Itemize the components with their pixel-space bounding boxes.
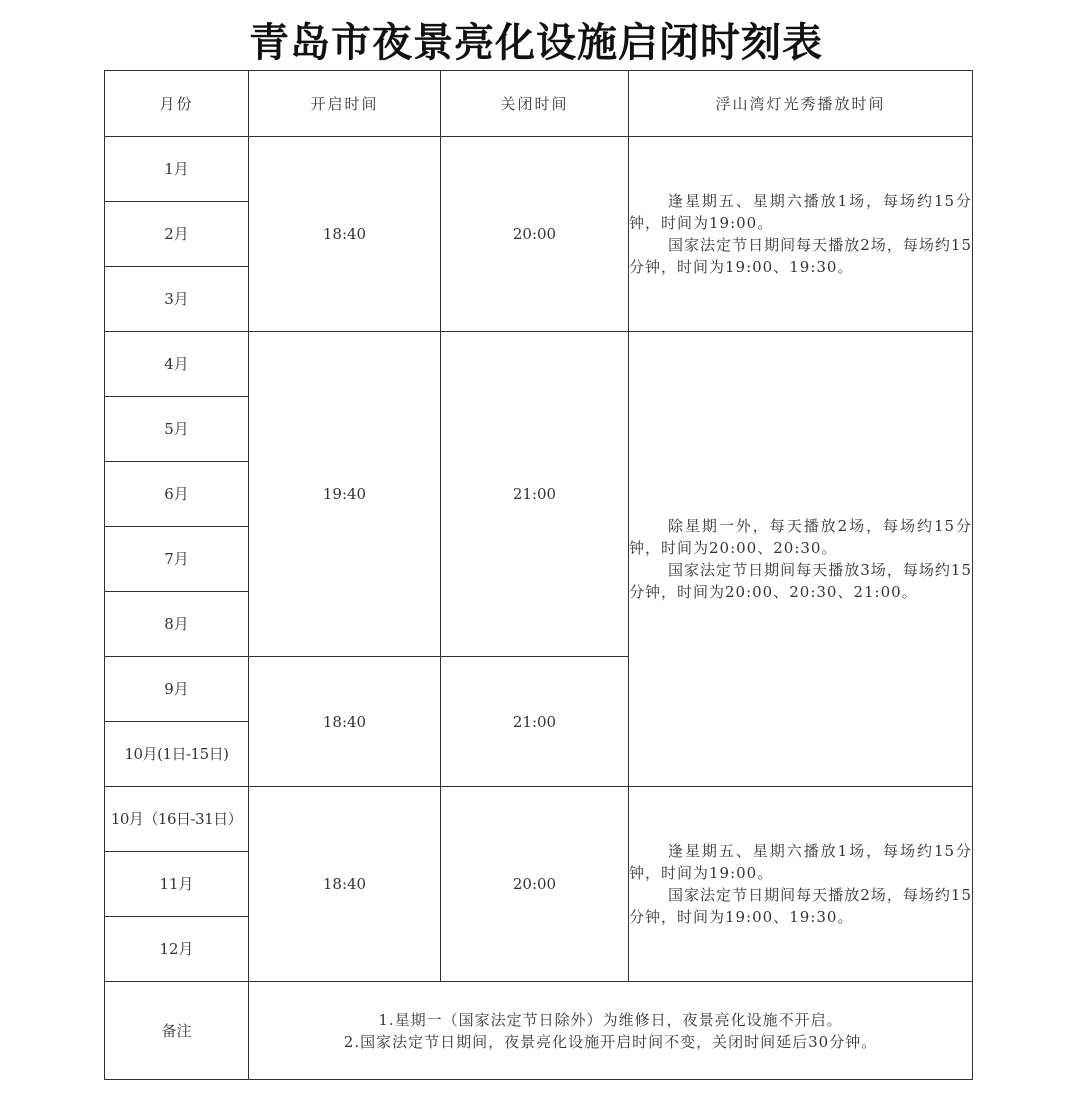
- light-show-cell: [629, 332, 973, 787]
- note-item: 2.国家法定节日期间，夜景亮化设施开启时间不变，关闭时间延后30分钟。: [343, 1032, 878, 1051]
- close-time-cell: 21:00: [441, 657, 629, 787]
- month-cell: 9月: [105, 657, 249, 722]
- open-time-cell: 18:40: [249, 657, 441, 787]
- month-cell: 12月: [105, 917, 249, 982]
- notes-label: 备注: [105, 982, 249, 1080]
- open-time-cell: 19:40: [249, 332, 441, 657]
- month-cell: 1月: [105, 137, 249, 202]
- month-cell: 4月: [105, 332, 249, 397]
- light-show-text: 国家法定节日期间每天播放2场，每场约15分钟，时间为19:00、19:30。: [629, 236, 972, 276]
- table-row: [105, 332, 973, 397]
- light-show-text: 国家法定节日期间每天播放3场，每场约15分钟，时间为20:00、20:30、21:00。: [629, 561, 972, 601]
- open-time-cell: 18:40: [249, 137, 441, 332]
- light-show-text: 国家法定节日期间每天播放2场，每场约15分钟，时间为19:00、19:30。: [629, 886, 972, 926]
- schedule-table: [104, 70, 973, 1080]
- light-show-text: 除星期一外，每天播放2场，每场约15分钟，时间为20:00、20:30。: [629, 517, 972, 557]
- month-cell: 10月(1日-15日): [105, 722, 249, 787]
- open-time-cell: 18:40: [249, 787, 441, 982]
- month-cell: 6月: [105, 462, 249, 527]
- month-cell: 11月: [105, 852, 249, 917]
- header-close-time: 关闭时间: [441, 71, 629, 137]
- close-time-cell: 21:00: [441, 332, 629, 657]
- month-cell: 7月: [105, 527, 249, 592]
- light-show-cell: [629, 787, 973, 982]
- table-row: [105, 787, 973, 852]
- month-cell: 10月（16日-31日）: [105, 787, 249, 852]
- light-show-text: 逢星期五、星期六播放1场，每场约15分钟，时间为19:00。: [629, 192, 972, 232]
- close-time-cell: 20:00: [441, 787, 629, 982]
- light-show-text: 逢星期五、星期六播放1场，每场约15分钟，时间为19:00。: [629, 842, 972, 882]
- month-cell: 2月: [105, 202, 249, 267]
- month-cell: 3月: [105, 267, 249, 332]
- header-open-time: 开启时间: [249, 71, 441, 137]
- note-item: 1.星期一（国家法定节日除外）为维修日，夜景亮化设施不开启。: [378, 1010, 843, 1029]
- header-row: [105, 71, 973, 137]
- light-show-cell: [629, 137, 973, 332]
- page-title: 青岛市夜景亮化设施启闭时刻表: [249, 19, 823, 66]
- header-light-show-time: 浮山湾灯光秀播放时间: [629, 71, 973, 137]
- month-cell: 8月: [105, 592, 249, 657]
- table-row: [105, 137, 973, 202]
- notes-row: [105, 982, 973, 1080]
- month-cell: 5月: [105, 397, 249, 462]
- header-month: 月份: [105, 71, 249, 137]
- notes-content: [249, 982, 973, 1080]
- close-time-cell: 20:00: [441, 137, 629, 332]
